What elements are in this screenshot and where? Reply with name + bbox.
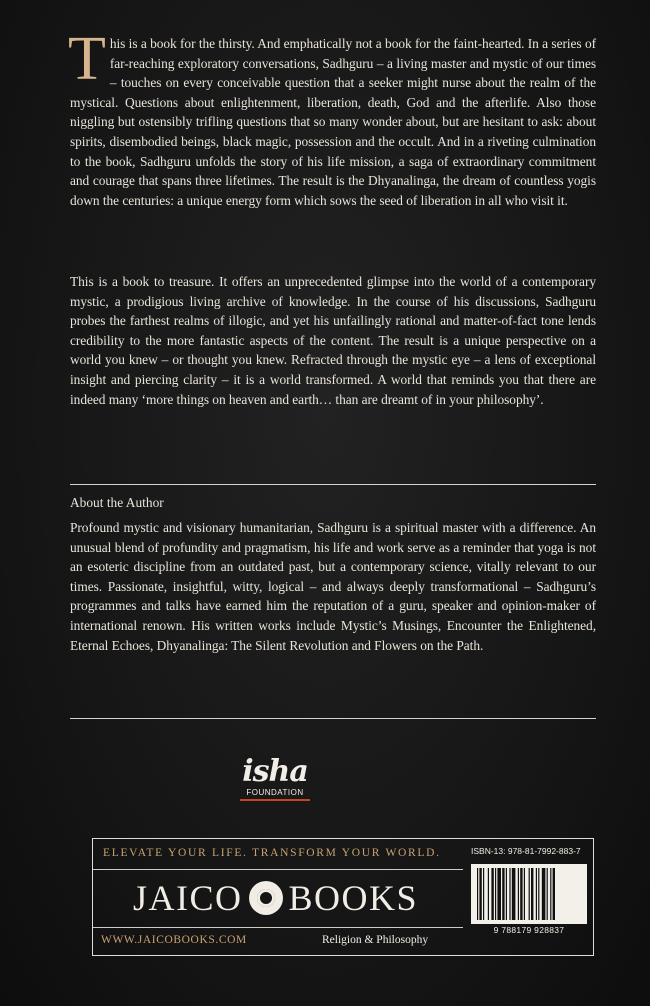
isbn-label: ISBN-13: 978-81-7992-883-7 [471, 846, 581, 856]
blurb-paragraph-2: This is a book to treasure. It offers an unprecedented glimpse into the world of a contemporary mystic, a prodigious living archive of knowledge. In the course of his discussions, Sadhguru probes the farthest realms of illogic, and yet his unfailingly rational and matter-of-fact tone lends credibility to the more fantastic aspects of the content. The result is a unique perspective on a world you knew – or thought you knew. Refracted through the mystic eye – a lens of exceptional insight and piercing clarity – it is a world transformed. A world that reminds you that there are indeed many ‘more things on heaven and earth… than are dreamt of in your philosophy’. [70, 274, 596, 407]
jaico-wheel-icon [249, 881, 283, 915]
divider-top [70, 484, 596, 485]
logo-word: isha [242, 754, 308, 789]
tagline-divider [93, 869, 463, 870]
blurb-paragraph-1 [68, 25, 596, 210]
divider-bottom [70, 718, 596, 719]
blurb-paragraph-1-text: his is a book for the thirsty. And emphatically not a book for the faint-hearted. In a series of far-reaching exploratory conversations, Sadhguru – a living master and mystic of our times – touches on every conceivable question that a seeker might nurse about the realm of the mystical. Questions about enlightenment, liberation, death, God and the afterlife. Also those niggling but ostensibly trifling questions that so many wonder about, but are hesitant to ask: about spirits, disembodied beings, black magic, possession and the occult. And in a riveting culmination to the book, Sadhguru unfolds the story of his life mission, a saga of extraordinary commitment and courage that spans three lifetimes. The result is the Dhyanalinga, the dream of countless yogis down the centuries: a unique energy form which sows the seed of liberation in all who visit it. [70, 36, 596, 208]
barcode-icon [471, 864, 587, 924]
brand-word-right: BOOKS [288, 878, 419, 918]
publisher-box [92, 838, 594, 956]
logo-underline [240, 799, 310, 801]
drop-cap: T [68, 25, 106, 93]
barcode-digits: 9 788179 928837 [493, 925, 565, 935]
logo-subtitle: FOUNDATION [246, 788, 304, 797]
book-category: Religion & Philosophy [322, 934, 429, 946]
isbn-panel [471, 846, 587, 950]
publisher-website: WWW.JAICOBOOKS.COM [101, 934, 247, 946]
author-bio: Profound mystic and visionary humanitarian, Sadhguru is a spiritual master with a difference. An unusual blend of profundity and pragmatism, his life and work serve as a reminder that yoga is not an esoteric discipline from an outdated past, but a contemporary science, vitally relevant to our times. Passionate, insightful, witty, logical – and always deeply transformational – Sadhguru’s programmes and talks have earned him the reputation of a guru, speaker and opinion-maker of international renown. His written works include Mystic’s Musings, Encounter the Enlightened, Eternal Echoes, Dhyanalinga: The Silent Revolution and Flowers on the Path. [70, 520, 596, 653]
publisher-tagline: ELEVATE YOUR LIFE. TRANSFORM YOUR WORLD. [103, 847, 441, 859]
publisher-brand [133, 877, 418, 919]
about-author-heading: About the Author [70, 495, 164, 510]
isha-foundation-logo [235, 752, 315, 824]
brand-word-left: JAICO [133, 878, 243, 918]
brand-divider [93, 927, 463, 928]
